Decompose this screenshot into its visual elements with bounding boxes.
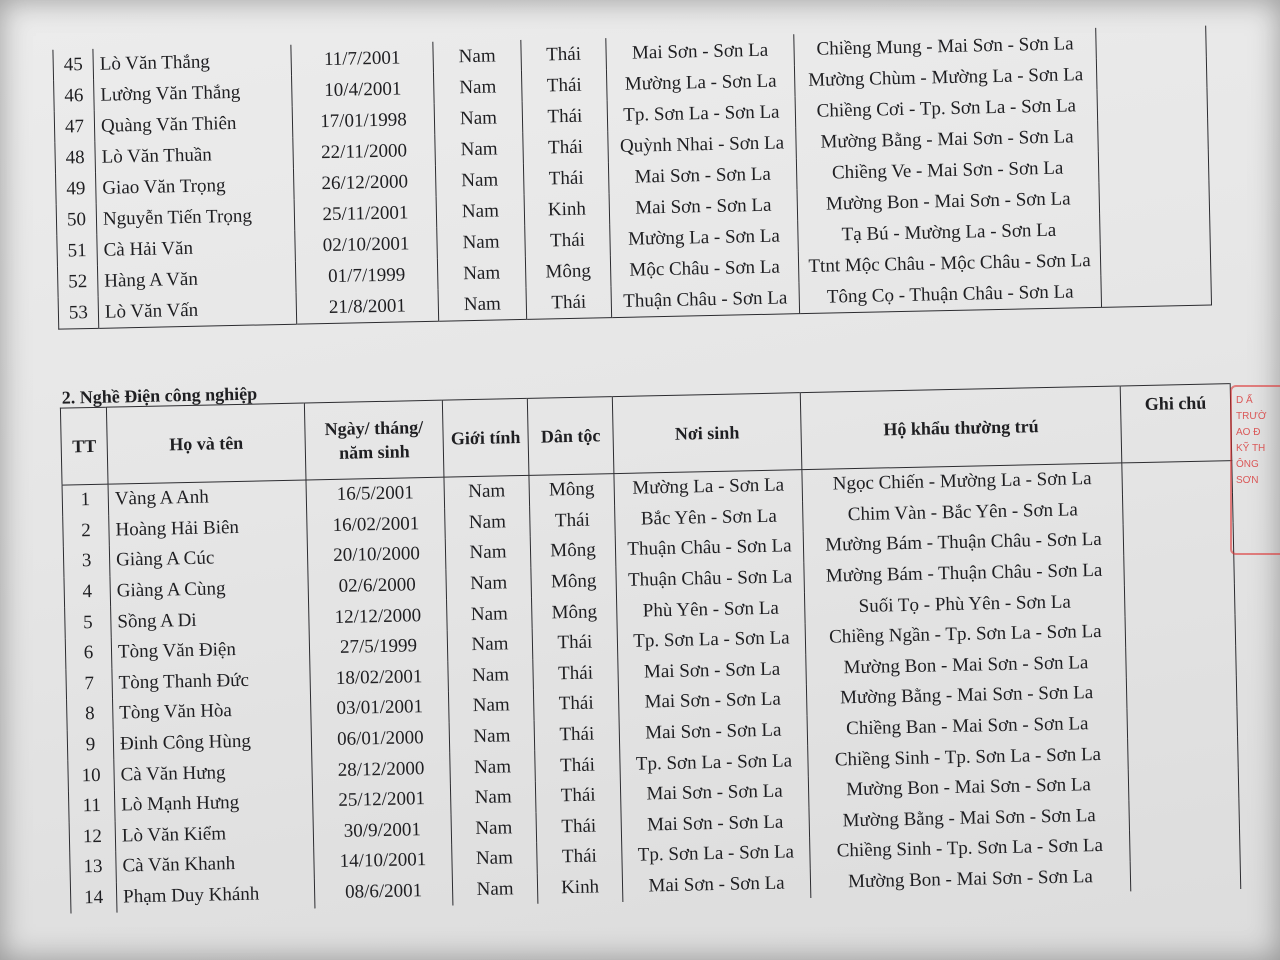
cell-tt: 12 [69,821,116,853]
cell-name: Đinh Công Hùng [113,725,312,760]
cell-dob: 03/01/2001 [310,692,449,725]
cell-tt: 4 [64,576,111,608]
cell-residence: Mường Bon - Mai Sơn - Sơn La [808,769,1129,806]
cell-gender: Nam [447,598,533,630]
cell-residence: Suối Tọ - Phù Yên - Sơn La [804,586,1125,623]
cell-birthplace: Thuận Châu - Sơn La [611,282,800,317]
cell-dob: 01/7/1999 [295,259,438,293]
cell-birthplace: Mường La - Sơn La [606,65,795,100]
cell-birthplace: Mai Sơn - Sơn La [606,34,795,69]
cell-birthplace: Mai Sơn - Sơn La [618,684,807,719]
cell-dob: 25/12/2001 [312,784,451,817]
cell-gender: Nam [437,257,526,290]
cell-tt: 11 [68,791,115,823]
cell-birthplace: Tp. Sơn La - Sơn La [617,623,806,658]
cell-name: Hàng A Văn [97,262,296,297]
cell-name: Vàng A Anh [108,480,307,515]
cell-residence: Chiềng Mung - Mai Sơn - Sơn La [794,28,1097,65]
cell-tt: 7 [66,668,113,700]
cell-ethnic: Thái [530,505,616,537]
cell-ethnic: Thái [536,811,622,843]
stamp-line: SƠN [1236,475,1259,486]
cell-tt: 48 [55,142,96,174]
cell-dob: 18/02/2001 [310,661,449,694]
cell-ethnic: Thái [523,131,609,164]
cell-tt: 5 [65,607,112,639]
cell-note [1097,88,1208,121]
cell-name: Sồng A Di [111,603,310,638]
cell-note [1100,212,1211,245]
cell-gender: Nam [448,690,534,722]
cell-ethnic: Thái [522,100,608,133]
cell-note [1098,150,1209,183]
cell-dob: 20/10/2000 [307,539,446,572]
cell-dob: 12/12/2000 [309,600,448,633]
cell-note [1125,614,1236,647]
cell-residence: Ngọc Chiến - Mường La - Sơn La [802,463,1123,501]
stamp-line: D Ấ [1236,395,1253,406]
cell-gender: Nam [446,568,532,600]
cell-birthplace: Mường La - Sơn La [610,220,799,255]
cell-residence: Ttnt Mộc Châu - Mộc Châu - Sơn La [798,245,1101,282]
cell-tt: 14 [70,882,117,914]
cell-gender: Nam [435,164,524,197]
cell-dob: 28/12/2000 [312,753,451,786]
cell-tt: 47 [54,111,95,143]
cell-name: Cà Văn Khanh [116,848,315,883]
cell-ethnic: Thái [532,627,618,659]
cell-birthplace: Tp. Sơn La - Sơn La [620,745,809,780]
cell-note [1122,492,1233,525]
header-residence: Hộ khẩu thường trú [800,386,1122,470]
cell-tt: 1 [62,484,109,516]
cell-residence: Chim Vàn - Bắc Yên - Sơn La [803,494,1124,531]
cell-tt: 51 [57,235,98,267]
cell-residence: Mường Bằng - Mai Sơn - Sơn La [806,678,1127,715]
cell-dob: 30/9/2001 [313,814,452,847]
cell-dob: 26/12/2000 [293,166,436,200]
cell-tt: 3 [63,546,110,578]
cell-gender: Nam [433,40,522,73]
cell-name: Cà Văn Hưng [114,756,313,791]
cell-residence: Mường Bon - Mai Sơn - Sơn La [806,647,1127,684]
cell-ethnic: Thái [526,286,612,319]
cell-name: Tòng Thanh Đức [112,664,311,699]
cell-ethnic: Kinh [524,193,610,226]
cell-gender: Nam [438,288,527,321]
cell-tt: 8 [67,699,114,731]
cell-note [1124,583,1235,616]
cell-dob: 16/5/2001 [306,477,445,511]
cell-tt: 6 [65,638,112,670]
cell-name: Tòng Văn Hòa [113,695,312,730]
cell-dob: 22/11/2000 [293,135,436,169]
cell-birthplace: Mai Sơn - Sơn La [620,776,809,811]
header-note: Ghi chú [1120,384,1232,463]
cell-tt: 53 [58,297,99,329]
cell-residence: Chiềng Cơi - Tp. Sơn La - Sơn La [795,90,1098,127]
cell-dob: 11/7/2001 [291,42,434,76]
cell-name: Quàng Văn Thiên [94,107,293,142]
cell-tt: 50 [56,204,97,236]
cell-ethnic: Thái [533,688,619,720]
cell-note [1130,828,1241,861]
red-stamp [1230,385,1280,555]
document-sheet [40,5,1259,960]
cell-note [1098,119,1209,152]
cell-residence: Chiềng Sinh - Tp. Sơn La - Sơn La [808,739,1129,776]
cell-birthplace: Mường La - Sơn La [614,470,803,505]
cell-dob: 25/11/2001 [294,197,437,231]
student-table-electrical-body [62,461,1241,914]
header-dob: Ngày/ tháng/ năm sinh [304,400,444,480]
cell-residence: Tông Cọ - Thuận Châu - Sơn La [799,276,1102,314]
header-name: Họ và tên [106,403,306,484]
cell-tt: 52 [57,266,98,298]
cell-name: Lò Văn Kiểm [115,817,314,852]
cell-tt: 13 [70,852,117,884]
cell-dob: 14/10/2001 [314,845,453,878]
cell-dob: 06/01/2000 [311,722,450,755]
cell-note [1127,706,1238,739]
cell-note [1122,461,1233,494]
stamp-line: ÔNG [1236,459,1259,470]
cell-birthplace: Mai Sơn - Sơn La [608,158,797,193]
cell-birthplace: Mai Sơn - Sơn La [618,654,807,689]
cell-ethnic: Thái [534,719,620,751]
cell-ethnic: Thái [525,224,611,257]
cell-residence: Tạ Bú - Mường La - Sơn La [798,214,1101,251]
cell-note [1101,274,1212,308]
cell-birthplace: Phù Yên - Sơn La [616,592,805,627]
cell-dob: 02/10/2001 [295,228,438,262]
cell-ethnic: Mông [532,596,618,628]
cell-residence: Chiềng Ngần - Tp. Sơn La - Sơn La [805,616,1126,653]
header-tt: TT [60,407,108,485]
cell-note [1130,859,1241,892]
cell-birthplace: Mộc Châu - Sơn La [610,251,799,286]
cell-note [1100,243,1211,276]
cell-note [1128,767,1239,800]
cell-ethnic: Thái [523,162,609,195]
stamp-line: TRƯỜ [1236,411,1267,422]
cell-gender: Nam [451,812,537,844]
cell-name: Lò Văn Vấn [98,293,297,329]
cell-ethnic: Thái [521,38,607,71]
section-title: 2. Nghề Điện công nghiệp [61,383,258,408]
student-table-continued [52,26,1212,330]
cell-ethnic: Thái [537,841,623,873]
cell-birthplace: Mai Sơn - Sơn La [609,189,798,224]
cell-dob: 16/02/2001 [307,508,446,541]
cell-residence: Mường Bằng - Mai Sơn - Sơn La [796,121,1099,158]
cell-name: Cà Hải Văn [97,231,296,266]
cell-birthplace: Mai Sơn - Sơn La [622,868,811,903]
cell-tt: 45 [53,49,94,81]
cell-residence: Chiềng Ban - Mai Sơn - Sơn La [807,708,1128,745]
cell-birthplace: Mai Sơn - Sơn La [621,807,810,842]
cell-ethnic: Kinh [537,872,623,904]
cell-gender: Nam [452,843,538,875]
cell-note [1126,675,1237,708]
cell-name: Phạm Duy Khánh [116,878,315,913]
cell-gender: Nam [447,629,533,661]
cell-residence: Mường Bon - Mai Sơn - Sơn La [797,183,1100,220]
header-gender: Giới tính [442,398,529,477]
cell-dob: 17/01/1998 [292,104,435,138]
cell-ethnic: Mông [530,535,616,567]
cell-gender: Nam [437,226,526,259]
cell-name: Nguyễn Tiến Trọng [96,200,295,235]
cell-gender: Nam [445,537,531,569]
cell-gender: Nam [450,782,536,814]
cell-note [1129,798,1240,831]
cell-residence: Mường Bằng - Mai Sơn - Sơn La [809,800,1130,837]
cell-ethnic: Thái [535,780,621,812]
cell-tt: 10 [68,760,115,792]
cell-residence: Mường Bám - Thuận Châu - Sơn La [803,525,1124,562]
cell-gender: Nam [436,195,525,228]
cell-birthplace: Tp. Sơn La - Sơn La [607,96,796,131]
cell-gender: Nam [449,721,535,753]
cell-ethnic: Mông [531,566,617,598]
cell-ethnic: Mông [529,474,615,507]
cell-note [1096,26,1207,59]
cell-residence: Chiềng Sinh - Tp. Sơn La - Sơn La [810,830,1131,867]
cell-dob: 02/6/2000 [308,569,447,602]
cell-residence: Mường Chùm - Mường La - Sơn La [794,59,1097,96]
cell-note [1128,736,1239,769]
header-ethnic: Dân tộc [527,397,614,476]
cell-note [1124,553,1235,586]
cell-tt: 49 [56,173,97,205]
student-table-continued-body [53,26,1212,330]
cell-name: Lường Văn Thắng [94,76,293,111]
cell-tt: 2 [63,515,110,547]
stamp-line: AO Đ [1236,427,1261,438]
cell-name: Hoàng Hải Biên [109,511,308,546]
cell-gender: Nam [444,475,530,508]
cell-gender: Nam [448,659,534,691]
cell-birthplace: Thuận Châu - Sơn La [616,562,805,597]
student-table-electrical [60,383,1241,914]
cell-gender: Nam [434,102,523,135]
cell-note [1099,181,1210,214]
cell-gender: Nam [445,506,531,538]
cell-birthplace: Thuận Châu - Sơn La [615,531,804,566]
cell-name: Giàng A Cùng [110,572,309,607]
stamp-line: KỸ TH [1236,443,1266,454]
cell-tt: 46 [54,80,95,112]
cell-birthplace: Tp. Sơn La - Sơn La [622,837,811,872]
cell-dob: 21/8/2001 [296,290,439,324]
cell-note [1123,522,1234,555]
cell-gender: Nam [452,873,538,905]
cell-gender: Nam [433,71,522,104]
header-birthplace: Nơi sinh [612,393,802,474]
cell-residence: Mường Bám - Thuận Châu - Sơn La [804,555,1125,592]
cell-ethnic: Thái [533,658,619,690]
cell-gender: Nam [435,133,524,166]
cell-dob: 27/5/1999 [309,631,448,664]
cell-ethnic: Thái [521,69,607,102]
cell-name: Tòng Văn Điện [111,633,310,668]
cell-note [1096,57,1207,90]
cell-birthplace: Quỳnh Nhai - Sơn La [608,127,797,162]
cell-ethnic: Thái [535,749,621,781]
cell-name: Lò Mạnh Hưng [114,786,313,821]
cell-residence: Chiềng Ve - Mai Sơn - Sơn La [796,152,1099,189]
cell-residence: Mường Bon - Mai Sơn - Sơn La [810,861,1131,898]
cell-name: Lò Văn Thắng [93,45,292,80]
cell-name: Giao Văn Trọng [96,169,295,204]
cell-tt: 9 [67,729,114,761]
cell-birthplace: Bắc Yên - Sơn La [615,501,804,536]
cell-note [1126,645,1237,678]
cell-gender: Nam [450,751,536,783]
cell-name: Giàng A Cúc [109,542,308,577]
cell-dob: 08/6/2001 [314,875,453,908]
cell-birthplace: Mai Sơn - Sơn La [619,715,808,750]
cell-dob: 10/4/2001 [292,73,435,107]
cell-ethnic: Mông [525,255,611,288]
cell-name: Lò Văn Thuần [95,138,294,173]
